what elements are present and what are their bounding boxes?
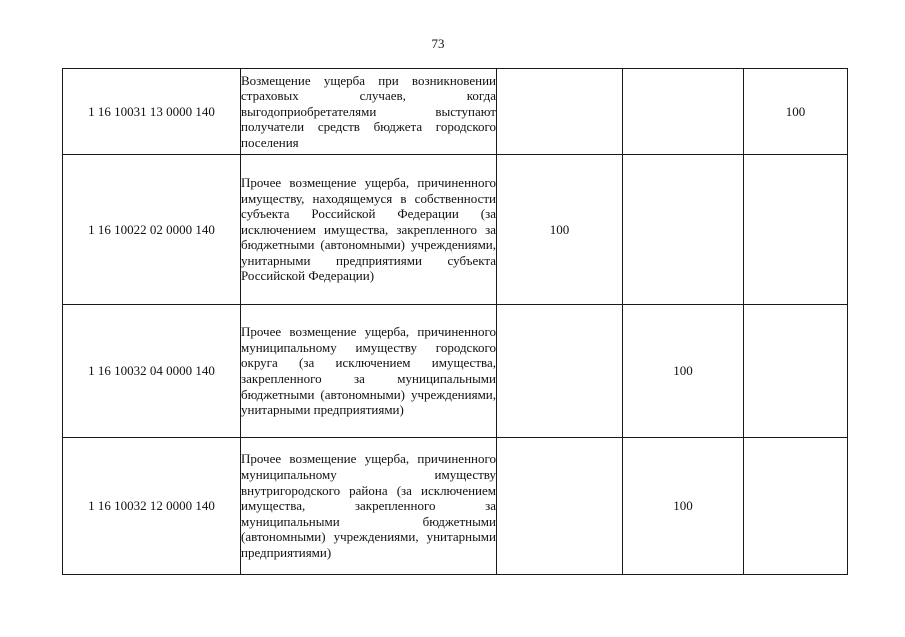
table-row (63, 69, 848, 155)
revenue-code-cell: 1 16 10022 02 0000 140 (63, 155, 241, 305)
value-cell-col1 (497, 305, 623, 438)
revenue-code-cell: 1 16 10031 13 0000 140 (63, 69, 241, 155)
page-number: 73 (431, 36, 445, 51)
revenue-code-cell: 1 16 10032 12 0000 140 (63, 438, 241, 575)
value-cell-col2: 100 (623, 438, 744, 575)
value-cell-col1 (497, 69, 623, 155)
value-cell-col1: 100 (497, 155, 623, 305)
value-cell-col3 (744, 155, 848, 305)
table-row (63, 438, 848, 575)
revenue-code-cell: 1 16 10032 04 0000 140 (63, 305, 241, 438)
revenue-description-cell: Прочее возмещение ущерба, причиненного муниципальному имуществу городского округа (за исключением имущества, закрепленного за муниципальными бюджетными (автономными) учреждениями, унитарными предприятиями) (241, 305, 497, 438)
revenue-description-cell: Прочее возмещение ущерба, причиненного муниципальному имуществу внутригородского района (за исключением имущества, закрепленного за муниципальными бюджетными (автономными) учреждениями, унитарными предприятиями) (241, 438, 497, 575)
value-cell-col2 (623, 69, 744, 155)
value-cell-col2: 100 (623, 305, 744, 438)
table-row (63, 155, 848, 305)
table-row (63, 305, 848, 438)
value-cell-col1 (497, 438, 623, 575)
value-cell-col3 (744, 305, 848, 438)
value-cell-col3: 100 (744, 69, 848, 155)
revenue-description-cell: Возмещение ущерба при возникновении страховых случаев, когда выгодоприобретателями выступают получатели средств бюджета городского поселения (241, 69, 497, 155)
value-cell-col3 (744, 438, 848, 575)
revenue-description-cell: Прочее возмещение ущерба, причиненного имуществу, находящемуся в собственности субъекта Российской Федерации (за исключением имущества, закрепленного за бюджетными (автономными) учреждениями, унитарными предприятиями субъекта Российской Федерации) (241, 155, 497, 305)
value-cell-col2 (623, 155, 744, 305)
revenue-codes-table (62, 68, 848, 575)
